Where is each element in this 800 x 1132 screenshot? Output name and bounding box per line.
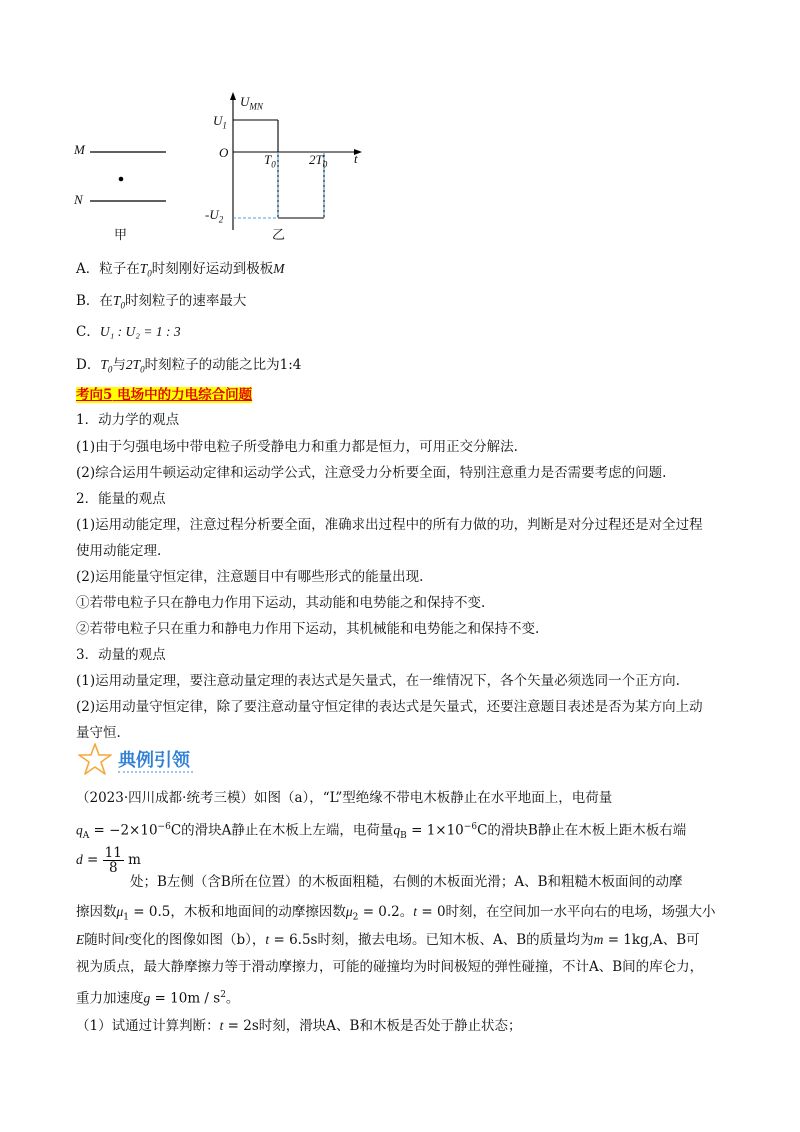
banner-title: 典例引领 [118, 750, 190, 771]
two-t0-label: $2T_0$ [309, 152, 328, 170]
problem-line-7: 视为质点，最大静摩擦力等于滑动摩擦力，可能的碰撞均为时间极短的弹性碰撞，不计A、B间的库仑力， [76, 959, 704, 975]
problem-line-1: （2023·四川成都·统考三模）如图（a），“L”型绝缘不带电木板静止在水平地面上，电荷量 [76, 790, 613, 806]
particle-dot [119, 177, 124, 182]
body-line: (2)运用能量守恒定律，注意题目中有哪些形式的能量出现. [76, 569, 424, 585]
figure-yi [200, 90, 380, 240]
star-icon [78, 742, 112, 780]
figure-yi-svg [200, 90, 380, 240]
problem-line-8: 重力加速度$g = 10m / s^2$。 [76, 990, 240, 1007]
label-m: M [74, 142, 85, 157]
u1-label: $U_1$ [213, 113, 227, 131]
fraction: $\frac{11}{8}$ [104, 845, 122, 876]
body-line: ②若带电粒子只在重力和静电力作用下运动，其机械能和电势能之和保持不变. [76, 621, 540, 637]
body-line: (1)运用动量定理，要注意动量定理的表达式是矢量式，在一维情况下，各个矢量必须选同一个正方向. [76, 673, 680, 689]
heading-label: 考向5 [76, 387, 113, 403]
caption-jia: 甲 [114, 228, 128, 243]
body-line: (2)综合运用牛顿运动定律和运动学公式，注意受力分析要全面，特别注意重力是否需要考虑的问题. [76, 465, 667, 481]
option-a: A．粒子在$T_0$时刻刚好运动到极板M [76, 261, 285, 279]
section-heading [76, 383, 252, 403]
label-n: N [74, 192, 83, 207]
star-icon-svg [78, 742, 112, 776]
option-b: B．在$T_0$时刻粒子的速率最大 [76, 293, 247, 311]
body-line: 3．动量的观点 [76, 647, 166, 663]
body-line: 1．动力学的观点 [76, 412, 180, 428]
problem-line-5: 擦因数$\mu_1 = 0.5$，木板和地面间的动摩擦因数$\mu_2 = 0.2$。t = 0时刻，在空间加一水平向右的电场，场强大小 [76, 904, 716, 923]
t0-label: $T_0$ [264, 152, 276, 170]
question-1: （1）试通过计算判断：t = 2s时刻，滑块A、B和木板是否处于静止状态； [76, 1018, 522, 1034]
problem-line-3: d = $\frac{11}{8}$ m [76, 845, 141, 876]
body-line: 量守恒. [76, 725, 121, 741]
body-line: 2．能量的观点 [76, 491, 166, 507]
body-line: ①若带电粒子只在静电力作用下运动，其动能和电势能之和保持不变. [76, 595, 486, 611]
banner-underline [118, 771, 193, 773]
problem-line-6: E随时间t变化的图像如图（b），t = 6.5s时刻，撤去电场。已知木板、A、B的质量均为m = 1kg,A、B可 [76, 932, 700, 948]
y-axis-arrow [230, 92, 236, 100]
problem-line-2: $q_A = -2\times 10^{-6}C$的滑块A静止在木板上左端，电荷量$q_B = 1\times 10^{-6}C$的滑块B静止在木板上距木板右端 [76, 822, 687, 842]
heading-title: 电场中的力电综合问题 [112, 387, 253, 403]
option-d: D．$T_0$与$2T_0$时刻粒子的动能之比为1:4 [76, 357, 302, 375]
origin-label: O [219, 145, 229, 160]
body-line: (1)由于匀强电场中带电粒子所受静电力和重力都是恒力，可用正交分解法. [76, 439, 518, 455]
neg-u2-label: $-U_2$ [205, 207, 224, 225]
x-axis-label: t [354, 151, 358, 166]
body-line: 使用动能定理. [76, 543, 162, 559]
body-line: (1)运用动能定理，注意过程分析要全面，准确求出过程中的所有力做的功，判断是对分过程还是对全过程 [76, 517, 703, 533]
y-axis-label: $U_{MN}$ [240, 94, 263, 112]
problem-line-4: 处；B左侧（含B所在位置）的木板面粗糙，右侧的木板面光滑；A、B和粗糙木板面间的动摩 [130, 874, 683, 890]
caption-yi: 乙 [272, 228, 286, 243]
option-c: C．U₁ : U₂ = 1 : 3 [76, 324, 181, 340]
body-line: (2)运用动量守恒定律，除了要注意动量守恒定律的表达式是矢量式，还要注意题目表述是否为某方向上动 [76, 699, 703, 715]
